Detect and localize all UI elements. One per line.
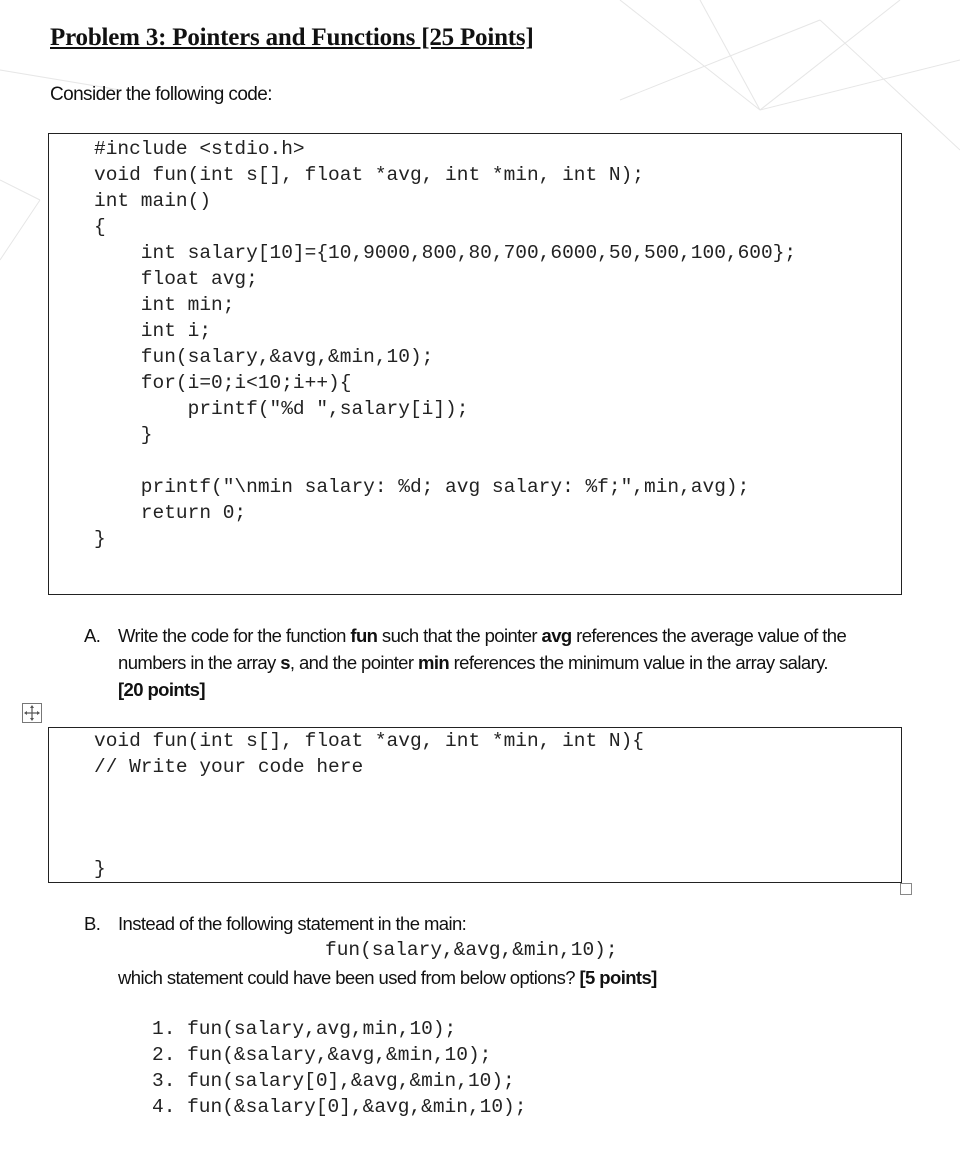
question-b-line1: Instead of the following statement in the main: (118, 913, 467, 934)
code-line: { (94, 216, 106, 238)
answer-closing-brace: } (94, 858, 106, 880)
option-item: 2. fun(&salary,&avg,&min,10); (152, 1044, 492, 1066)
code-line: return 0; (94, 502, 247, 524)
code-line: fun(salary,&avg,&min,10); (94, 346, 434, 368)
code-line: printf("%d ",salary[i]); (94, 398, 469, 420)
question-a-points: [20 points] (118, 679, 205, 700)
code-line: for(i=0;i<10;i++){ (94, 372, 352, 394)
option-item: 4. fun(&salary[0],&avg,&min,10); (152, 1096, 527, 1118)
code-line: int i; (94, 320, 212, 342)
code-line: void fun(int s[], float *avg, int *min, int N); (94, 164, 644, 186)
question-b-line3: which statement could have been used from below options? (118, 967, 575, 988)
intro-text: Consider the following code: (50, 84, 272, 105)
qa-text-part: , and the pointer (289, 652, 418, 673)
qa-text-part: references the average value of the (571, 625, 847, 646)
options-list (152, 1016, 526, 1120)
answer-box[interactable] (48, 727, 902, 883)
question-b-points: [5 points] (579, 967, 657, 988)
code-line: printf("\nmin salary: %d; avg salary: %f;",min,avg); (94, 476, 750, 498)
code-listing (94, 136, 796, 552)
option-item: 1. fun(salary,avg,min,10); (152, 1018, 457, 1040)
qa-bold-avg: avg (541, 625, 572, 646)
problem-title: Problem 3: Pointers and Functions [25 Points] (50, 24, 534, 51)
resize-handle-icon[interactable] (900, 883, 912, 895)
code-line: int main() (94, 190, 212, 212)
qa-bold-min: min (417, 652, 450, 673)
code-line: float avg; (94, 268, 258, 290)
question-b-letter: B. (84, 913, 101, 934)
qa-text-part: such that the pointer (377, 625, 542, 646)
qa-text-part: references the minimum value in the array salary. (449, 652, 828, 673)
qa-bold-s: s (280, 652, 290, 673)
code-line: #include <stdio.h> (94, 138, 305, 160)
question-b-statement: fun(salary,&avg,&min,10); (325, 939, 618, 961)
code-line: } (94, 528, 106, 550)
code-box (48, 133, 902, 595)
option-item: 3. fun(salary[0],&avg,&min,10); (152, 1070, 515, 1092)
move-handle-icon[interactable] (22, 703, 42, 723)
code-line: int min; (94, 294, 235, 316)
answer-code (94, 728, 644, 780)
question-a (84, 622, 914, 706)
answer-comment: // Write your code here (94, 756, 364, 778)
question-a-text (118, 622, 846, 703)
question-a-letter: A. (84, 625, 101, 646)
qa-text-part: numbers in the array (118, 652, 281, 673)
answer-signature: void fun(int s[], float *avg, int *min, int N){ (94, 730, 644, 752)
code-line: } (94, 424, 153, 446)
qa-text-part: Write the code for the function (118, 625, 351, 646)
qa-bold-fun: fun (350, 625, 378, 646)
code-line: int salary[10]={10,9000,800,80,700,6000,50,500,100,600}; (94, 242, 797, 264)
